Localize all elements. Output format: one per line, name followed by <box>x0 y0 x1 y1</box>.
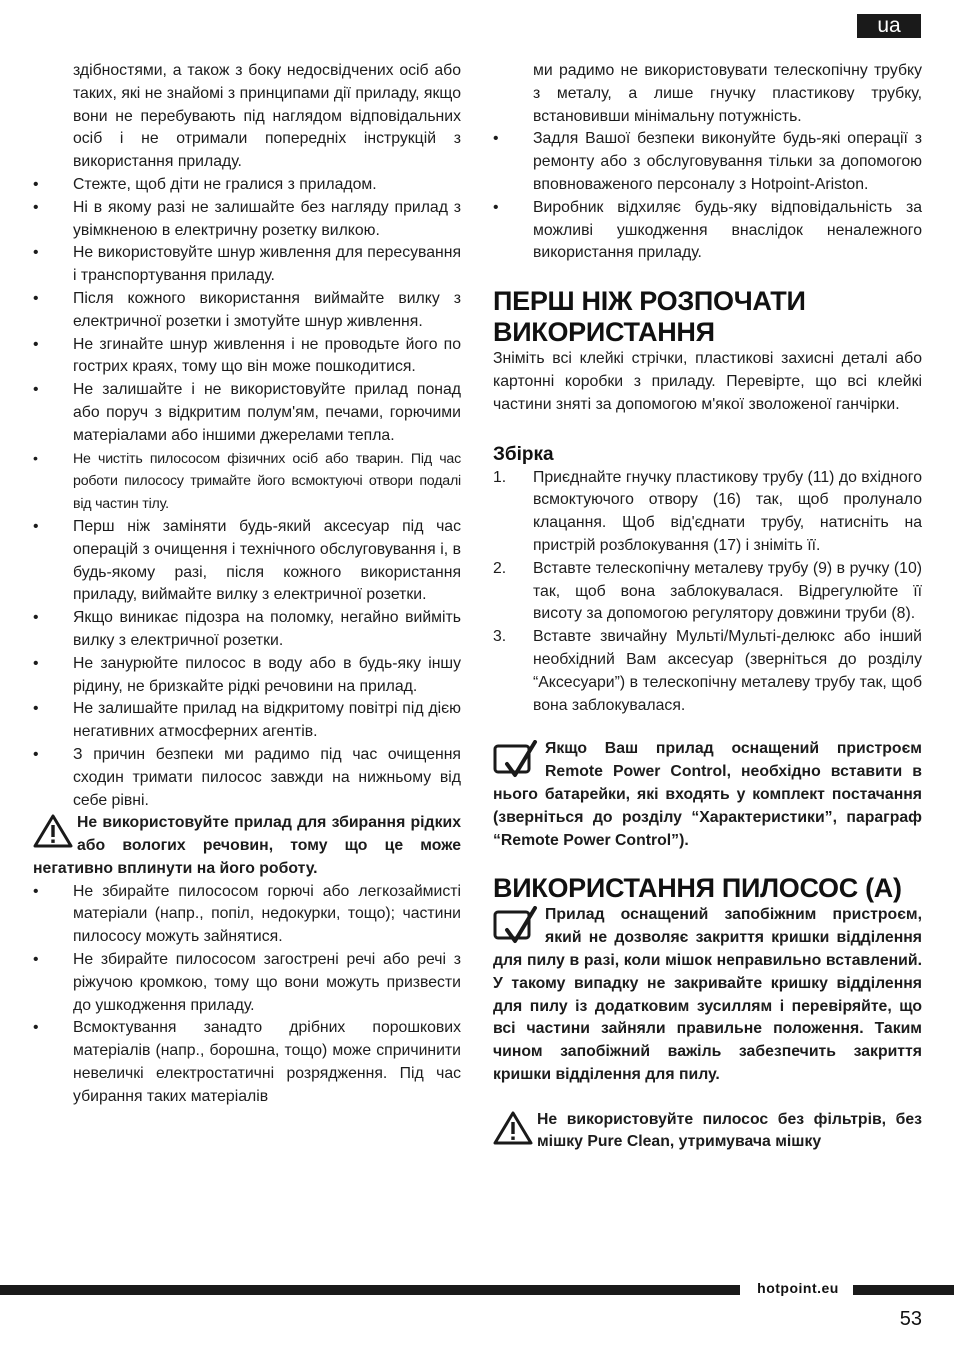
safety-list-3 <box>493 128 922 265</box>
list-item: • Всмоктування занадто дрібних порошкових матеріалів (напр., борошна, тощо) може спричинити невеличкі електростатичні розрядження. Під час убирання таких матеріалів <box>33 1017 461 1108</box>
page-number: 53 <box>899 1308 922 1330</box>
checkbox-note-icon <box>493 906 539 946</box>
before-use-paragraph: Зніміть всі клейкі стрічки, пластикові захисні деталі або картонні коробки з приладу. Перевірте, що всі клейкі частини зняті за допомогою м'якої зволоженої ганчірки. <box>493 350 922 413</box>
note-text: Прилад оснащений запобіжним пристроєм, який не дозволяє закриття кришки відділення для пилу в разі, коли мішок неправильно вставлений. У такому випадку не закривайте кришку відділення для пилу із додатковим зусиллям і перевіряйте, що всі частини зайняли правильне положення. Таким чином запобіжний важіль забезпечить закриття кришки відділення для пилу. <box>493 906 922 1083</box>
list-item: • Не залишайте прилад на відкритому повітрі під дією негативних атмосферних агентів. <box>33 698 461 744</box>
note-block-usage <box>493 904 922 1086</box>
warning-triangle-icon <box>493 1111 533 1145</box>
intro-paragraph: здібностями, а також з боку недосвідчених осіб або таких, які не знайомі з принципами дії приладу, якщо вони не перебувають під наглядом відповідальних осіб і не отримали попередніх інструкцій з використання приладу. <box>73 62 461 171</box>
list-item: • Не згинайте шнур живлення і не проводьте його по гострих краях, тому що він може пошкодитися. <box>33 334 461 380</box>
warning-block-filters <box>493 1109 922 1155</box>
warning-text: Не використовуйте прилад для збирання рідких або вологих речовин, тому що це може негативно вплинути на його роботу. <box>33 814 461 877</box>
safety-list-2 <box>33 881 461 1109</box>
checkbox-note-icon <box>493 740 539 780</box>
list-item: • Перш ніж заміняти будь-який аксесуар під час операцій з очищення і технічного обслуговування і, в будь-якому разі, після кожного використання приладу, виймайте вилку з електричної розетки. <box>33 516 461 607</box>
footer-bar-right <box>853 1285 954 1295</box>
warning-block <box>33 812 461 880</box>
list-item: • Не використовуйте шнур живлення для пересування і транспортування приладу. <box>33 242 461 288</box>
section-heading-usage: ВИКОРИСТАННЯ ПИЛОСОС (A) <box>493 873 902 904</box>
list-item <box>493 558 922 626</box>
footer-bar-left <box>0 1285 740 1295</box>
note-block-remote <box>493 738 922 852</box>
assembly-steps <box>493 467 922 718</box>
language-tab: ua <box>857 14 921 38</box>
warning-triangle-icon <box>33 814 73 848</box>
step-number: 3. <box>493 628 507 646</box>
list-item <box>493 467 922 558</box>
step-text: Вставте телескопічну металеву трубу (9) в ручку (10) так, щоб вона заблокувалася. Відрегулюйте її висоту за допомогою регулятору довжини труби (8). <box>533 559 922 623</box>
subheading-assembly: Збірка <box>493 443 554 465</box>
right-column <box>493 60 922 1154</box>
list-item: • Після кожного використання виймайте вилку з електричної розетки і змотуйте шнур живлення. <box>33 288 461 334</box>
list-item: • Якщо виникає підозра на поломку, негайно вийміть вилку з електричної розетки. <box>33 607 461 653</box>
footer-site: hotpoint.eu <box>757 1280 839 1296</box>
list-item: • Не занурюйте пилосос в воду або в будь-яку іншу рідину, не бризкайте рідкі речовини на прилад. <box>33 653 461 699</box>
safety-list-1 <box>33 174 461 812</box>
note-text: Якщо Ваш прилад оснащений пристроєм Remote Power Control, необхідно вставити в нього батарейки, які входять у комплект постачання (зверніться до розділу “Характеристики”, параграф “Remote Power Control”). <box>493 740 922 849</box>
list-item: • Ні в якому разі не залишайте без нагляду прилад з увімкненою в електричну розетку вилкою. <box>33 197 461 243</box>
section-heading-before-use: ПЕРШ НІЖ РОЗПОЧАТИ ВИКОРИСТАННЯ <box>493 286 806 348</box>
continued-paragraph: ми радимо не використовувати телескопічну трубку з металу, а лише гнучку пластикову трубку, встановивши мінімальну потужність. <box>533 62 922 125</box>
list-item: • Виробник відхиляє будь-яку відповідальність за можливі ушкодження внаслідок неналежного використання приладу. <box>493 197 922 265</box>
list-item: • Не чистіть пилососом фізичних осіб або тварин. Під час роботи пилососу тримайте його всмоктуючі отвори подалі від частин тілу. <box>33 448 461 516</box>
list-item: • Задля Вашої безпеки виконуйте будь-які операції з ремонту або з обслуговування тільки за допомогою вповноваженого персоналу з Hotpoint-Ariston. <box>493 128 922 196</box>
step-text: Вставте звичайну Мульті/Мульті-делюкс або інший необхідний Вам аксесуар (зверніться до розділу “Аксесуари”) в телескопічну металеву трубу так, щоб вона заблокувалася. <box>533 628 922 714</box>
list-item: • З причин безпеки ми радимо під час очищення сходин тримати пилосос завжди на нижньому від себе рівні. <box>33 744 461 812</box>
list-item: • Не залишайте і не використовуйте прилад понад або поруч з відкритим полум'ям, печами, горючими матеріалами або іншими джерелами тепла. <box>33 379 461 447</box>
warning-text: Не використовуйте пилосос без фільтрів, без мішку Pure Clean, утримувача мішку <box>537 1110 922 1151</box>
list-item <box>493 626 922 717</box>
list-item: • Не збирайте пилососом горючі або легкозаймисті матеріали (напр., попіл, недокурки, тощо); частини пилососу можуть зайнятися. <box>33 881 461 949</box>
step-number: 2. <box>493 559 507 577</box>
step-number: 1. <box>493 468 507 486</box>
left-column <box>33 60 461 1109</box>
list-item: • Стежте, щоб діти не гралися з приладом. <box>33 174 461 197</box>
step-text: Приєднайте гнучку пластикову трубу (11) до вхідного всмоктуючого отвору (16) так, щоб пролунало клацання. Щоб від'єднати трубу, натисніть на пристрій розблокування (17) і зніміть її. <box>533 468 922 554</box>
list-item: • Не збирайте пилососом загострені речі або речі з ріжучою кромкою, тому що вони можуть призвести до ушкодження приладу. <box>33 949 461 1017</box>
